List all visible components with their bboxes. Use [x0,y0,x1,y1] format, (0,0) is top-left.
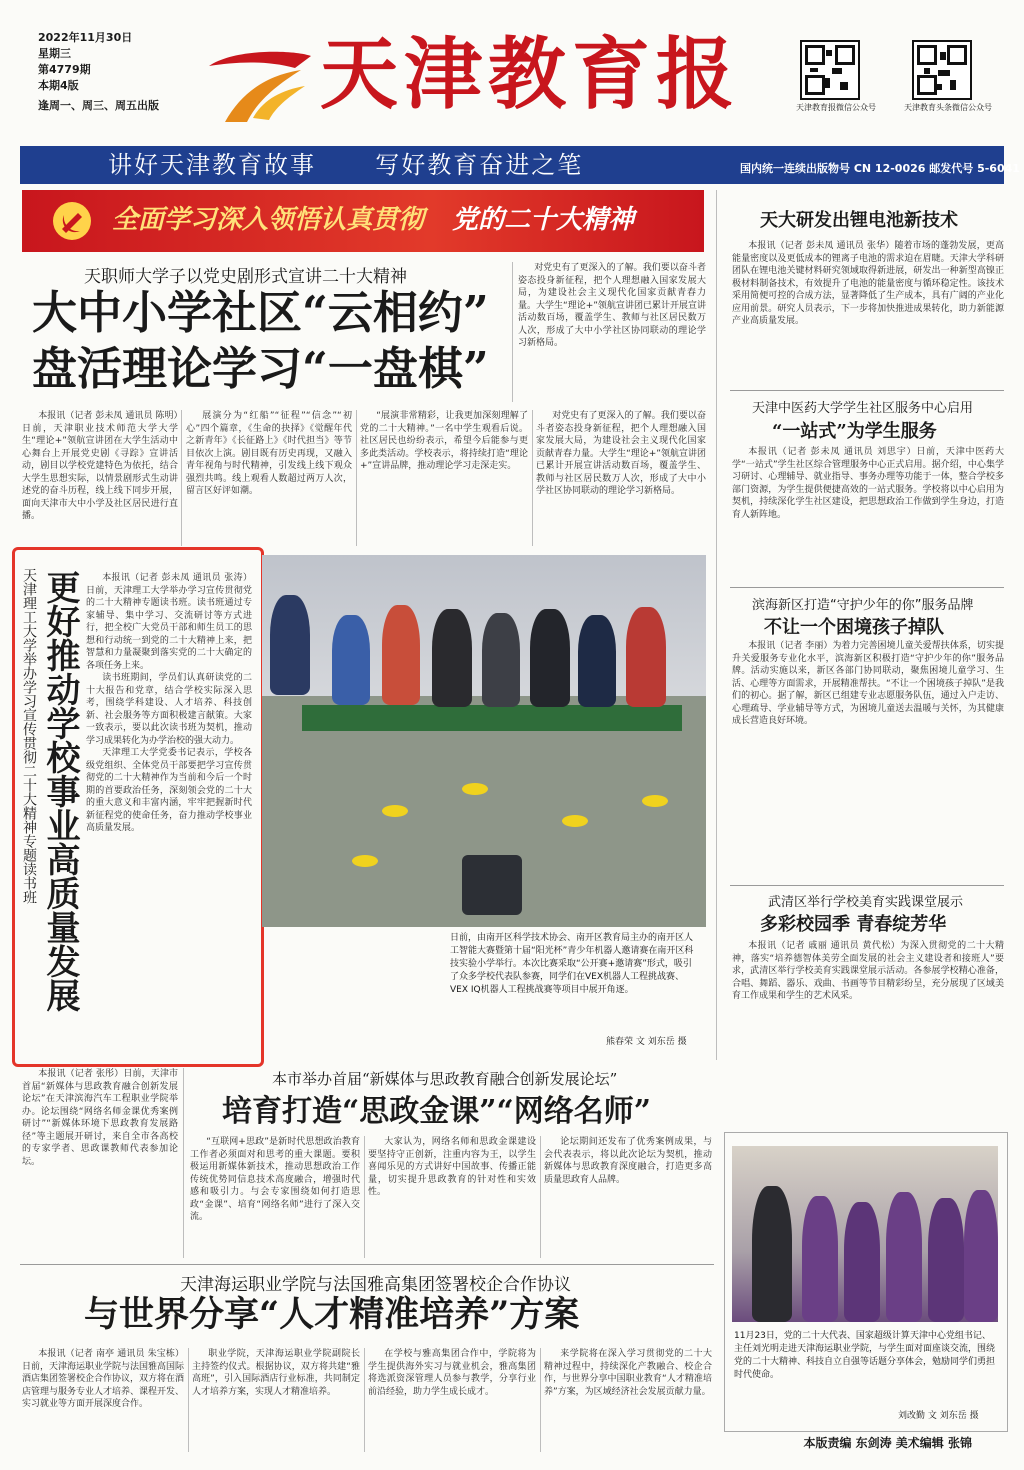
sidebar-story4-subhead: 武清区举行学校美育实践课堂展示 [768,895,964,910]
publish-schedule: 逢周一、周三、周五出版 [38,99,159,112]
slogan-left: 讲好天津教育故事 [108,151,316,179]
lead-column-1 [22,410,178,546]
sidebar-story3-title: 不让一个困境孩子掉队 [764,617,944,638]
bottom-headline: 与世界分享“人才精准培养”方案 [84,1294,580,1335]
feature-paragraph: 本报讯（记者 彭未凤 通讯员 张涛）日前，天津理工大学举办学习宣传贯彻党的二十大精神专题读书班。读书班通过专家辅导、集中学习、交流研讨等方式进行，把全校广大党员干部和师生员工的思想和行动统一到党的二十大精神上来，把智慧和力量凝聚到落实党的二十大确定的各项任务上来。 [86,573,252,671]
theme-banner-text [112,198,634,242]
forum-column-4 [544,1136,712,1258]
lead-column-2 [186,410,352,546]
photo2-credit: 刘改勤 文 刘东岳 摄 [898,1411,979,1421]
bottom-subhead: 天津海运职业学院与法国雅高集团签署校企合作协议 [180,1275,571,1295]
lead-subhead: 天职师大学子以党史剧形式宣讲二十大精神 [84,267,407,287]
sidebar-paragraph: 本报讯（记者 李丽）为着力完善困境儿童关爱帮扶体系，切实提升关爱服务专业化水平，滨海新区积极打造“守护少年的你”服务品牌。活动实施以来，新区各部门协同联动，聚焦困境儿童学习、生活、心理等方面需求，开展精准帮扶。“不让一个困境孩子掉队”是我们的初心。据了解，新区已组建专业志愿服务队伍，通过入户走访、心理疏导、学业辅导等方式，为困境儿童送去温暖与关怀，为其健康成长营造良好环境。 [732,641,1004,726]
sidebar-divider [716,190,717,1060]
lead-headline-2: 盘活理论学习“一盘棋” [32,342,489,395]
forum-subhead: 本市举办首届“新媒体与思政教育融合创新发展论坛” [272,1070,618,1088]
column-divider [540,1348,541,1452]
bottom-paragraph: 在学校与雅高集团合作中，学院将为学生提供海外实习与就业机会，雅高集团将选派资深管理人员参与教学，分享行业前沿经验，助力学生成长成才。 [368,1349,536,1397]
forum-column-3 [368,1136,536,1258]
page-editors: 本版责编 东剑涛 美术编辑 张锦 [803,1436,972,1450]
slogan [108,150,583,180]
photo1-caption: 日前，由南开区科学技术协会、南开区教育局主办的南开区人工智能大赛暨第十届“阳光杯”青少年机器人邀请赛在南开区科技实验小学举行。本次比赛采取“公开赛+邀请赛”形式，吸引了众多学校代表队参赛，同学们在VEX机器人工程挑战赛、VEX IQ机器人工程挑战赛等项目中展开角逐。 [450,933,694,995]
sidebar-story2-subhead: 天津中医药大学学生社区服务中心启用 [752,401,974,416]
slogan-right: 写好教育奋进之笔 [375,151,584,179]
column-divider [183,1068,184,1258]
sidebar-paragraph: 本报讯（记者 彭未凤 通讯员 刘思宇）日前，天津中医药大学“一站式”学生社区综合管理服务中心正式启用。据介绍，中心集学习研讨、心理辅导、就业指导、事务办理等功能于一体，整合学校多部门资源，为学生提供便捷高效的一站式服务。学校将以中心启用为契机，持续深化学生社区建设，把思想政治工作做到学生身边，打造育人新阵地。 [732,447,1004,520]
forum-column-1 [22,1068,178,1258]
story-separator [730,885,1004,886]
forum-paragraph: 本报讯（记者 张彤）日前，天津市首届“新媒体与思政教育融合创新发展论坛”在天津滨海汽车工程职业学院举办。论坛围绕“网络名师金课优秀案例研讨”“新媒体环境下思政教育发展路径”等主题展开研讨，来自全市各高校的专家学者、思政课教师代表参加论坛。 [22,1069,178,1167]
lead-column-continued [518,262,706,402]
party-emblem-icon [52,201,92,241]
story-separator [730,587,1004,588]
issn-info: 国内统一连续出版物号 CN 12-0026 邮发代号 5-6041 [740,162,1020,175]
sidebar-paragraph: 本报讯（记者 戚丽 通讯员 黄代松）为深入贯彻党的二十大精神，落实“培养德智体美劳全面发展的社会主义建设者和接班人”要求，武清区举行学校美育实践课堂展示活动。各参展学校精心准备，合唱、舞蹈、器乐、戏曲、书画等节目精彩纷呈，充分展现了区域美育工作成果和学生的艺术风采。 [732,941,1004,1001]
issue-weekday: 星期三 [38,47,71,60]
bottom-paragraph: 本报讯（记者 南亭 通讯员 朱宝栋）日前，天津海运职业学院与法国雅高国际酒店集团签署校企合作协议，双方将在酒店管理与服务专业人才培养、课程开发、实习就业等方面开展深度合作。 [22,1349,184,1409]
banner-part1: 全面学习深入领悟认真贯彻 [112,205,425,235]
forum-paragraph: 大家认为，网络名师和思政金课建设要坚持守正创新，注重内容为王，以学生喜闻乐见的方式讲好中国故事、传播正能量，切实提升思政教育的针对性和实效性。 [368,1137,536,1197]
lead-headline-1: 大中小学社区“云相约” [32,286,489,339]
column-divider [188,1348,189,1452]
column-divider [540,1136,541,1258]
issue-pages: 本期4版 [38,79,79,92]
qr-code-wechat [800,40,860,100]
column-divider [356,410,357,546]
bottom-paragraph: 职业学院，天津海运职业学院副院长主持签约仪式。根据协议，双方将共建“雅高班”，引入国际酒店行业标准，共同制定人才培养方案，实现人才精准培养。 [192,1349,360,1397]
sidebar-story2-title: “一站式”为学生服务 [772,421,937,442]
sidebar-story4-body [732,940,1004,1122]
column-divider [364,1348,365,1452]
forum-paragraph: 论坛期间还发布了优秀案例成果，与会代表表示，将以此次论坛为契机，推动新媒体与思政教育深度融合，打造更多高质量思政育人品牌。 [544,1137,712,1185]
bottom-column-3 [368,1348,536,1452]
feature-body [86,572,252,1056]
lead-paragraph: 本报讯（记者 彭未凤 通讯员 陈明）日前，天津职业技术师范大学大学生“理论+”领航宣讲团在大学生活动中心舞台上开展党史剧《寻踪》宣讲活动，剧目以学校党建特色为依托，结合大学生思想实际，以情景剧形式生动讲述党的奋斗历程，线上线下同步开展，面向天津市大中小学及社区居民进行直播。 [22,411,178,521]
sidebar-story1-body [732,240,1004,384]
qr-code-headline [912,40,972,100]
sidebar-paragraph: 本报讯（记者 彭未凤 通讯员 张华）随着市场的蓬勃发展，更高能量密度以及更低成本的锂离子电池的需求迫在眉睫。天津大学科研团队在锂电池关键材料研究领域取得新进展，研发出一种新型高镍正极材料制备技术，有效提升了电池的能量密度与循环稳定性。该技术采用简便可控的合成方法，显著降低了生产成本，具有广阔的产业化应用前景。研究人员表示，下一步将加快推进成果转化，助力新能源产业高质量发展。 [732,241,1004,326]
sidebar-story3-body [732,640,1004,880]
issue-date: 2022年11月30日 [38,31,133,44]
lead-column-3 [360,410,528,546]
photo2-caption: 11月23日，党的二十大代表、国家超级计算天津中心党组书记、主任刘光明走进天津海运职业学院，与学生面对面座谈交流，围绕党的二十大精神、科技自立自强等话题分享体会，勉励同学们勇担时代使命。 [734,1331,996,1380]
lead-paragraph: 对党史有了更深入的了解。我们要以奋斗者姿态投身新征程，把个人理想融入国家发展大局，为建设社会主义现代化国家贡献青春力量。大学生“理论+”领航宣讲团已累计开展宣讲活动数百场，覆盖学生、教师与社区居民数万人次，形成了大中小学社区协同联动的理论学习新格局。 [518,263,706,348]
bottom-paragraph: 来学院将在深入学习贯彻党的二十大精神过程中，持续深化产教融合、校企合作，与世界分享中国职业教育“人才精准培养”方案，为区域经济社会发展贡献力量。 [544,1349,712,1397]
qr-caption-headline: 天津教育头条微信公众号 [904,103,992,112]
issue-meta [38,30,159,114]
feature-subtitle: 天津理工大学举办学习宣传贯彻二十大精神专题读书班 [21,568,37,904]
feature-paragraph: 读书班期间，学员们认真研读党的二十大报告和党章，结合学校实际深入思考，围绕学科建设、人才培养、科技创新、社会服务等方面积极建言献策。大家一致表示，要以此次读书班为契机，推动学习成果转化为办学治校的强大动力。 [86,673,252,746]
sidebar-story2-body [732,446,1004,582]
banner-part2: 党的二十大精神 [452,205,635,235]
classroom-photo [732,1146,998,1322]
sidebar-story4-title: 多彩校园季 青春绽芳华 [760,914,947,935]
bottom-column-1 [22,1348,184,1452]
photo1-credit: 熊春荣 文 刘东岳 摄 [606,1037,687,1047]
story-separator [730,390,1004,391]
lead-paragraph: 对党史有了更深入的了解。我们要以奋斗者姿态投身新征程，把个人理想融入国家发展大局，为建设社会主义现代化国家贡献青春力量。大学生“理论+”领航宣讲团已累计开展宣讲活动数百场，覆盖学生、教师与社区居民数万人次，形成了大中小学社区协同联动的理论学习新格局。 [536,411,706,496]
column-divider [181,410,182,546]
forum-headline: 培育打造“思政金课”“网络名师” [222,1094,652,1129]
lead-paragraph: “展演非常精彩，让我更加深刻理解了党的二十大精神。”一名中学生观看后说。社区居民也纷纷表示，希望今后能参与更多此类活动。学校表示，将持续打造“理论+”宣讲品牌，推动理论学习走深走实。 [360,411,528,471]
lead-column-4 [536,410,706,546]
lead-paragraph: 展演分为“红船”“征程”“信念”“初心”四个篇章，《生命的抉择》《觉醒年代之新青年》《长征路上》《时代担当》等节目依次上演。剧目既有历史再现，又融入青年视角与时代精神，引发线上线下观众强烈共鸣。线上观看人数超过两万人次，留言区好评如潮。 [186,411,352,496]
sidebar-story3-subhead: 滨海新区打造“守护少年的你”服务品牌 [752,598,974,613]
story-separator [20,1264,714,1265]
newspaper-logo [205,46,315,126]
feature-title: 更好推动学校事业高质量发展 [40,570,80,1012]
qr-caption-wechat: 天津教育报微信公众号 [796,103,876,112]
sidebar-story1-title: 天大研发出锂电池新技术 [760,210,958,231]
forum-paragraph: “互联网+思政”是新时代思想政治教育工作者必须面对和思考的重大课题。要积极运用新媒体新技术，推动思想政治工作传统优势同信息技术高度融合，增强时代感和吸引力。与会专家围绕如何打造思政“金课”、培育“网络名师”进行了深入交流。 [190,1137,360,1222]
bottom-column-2 [192,1348,360,1452]
column-divider [512,262,513,402]
robot-competition-photo [262,555,706,927]
masthead-title: 天津教育报 [320,29,741,120]
feature-paragraph: 天津理工大学党委书记表示，学校各级党组织、全体党员干部要把学习宣传贯彻党的二十大精神作为当前和今后一个时期的首要政治任务，深刻领会党的二十大的重大意义和丰富内涵，牢牢把握新时代新征程党的使命任务，奋力推动学校事业高质量发展。 [86,748,252,833]
column-divider [532,410,533,546]
column-divider [364,1136,365,1258]
bottom-column-4 [544,1348,712,1452]
forum-column-2 [190,1136,360,1258]
issue-number: 第4779期 [38,63,91,76]
